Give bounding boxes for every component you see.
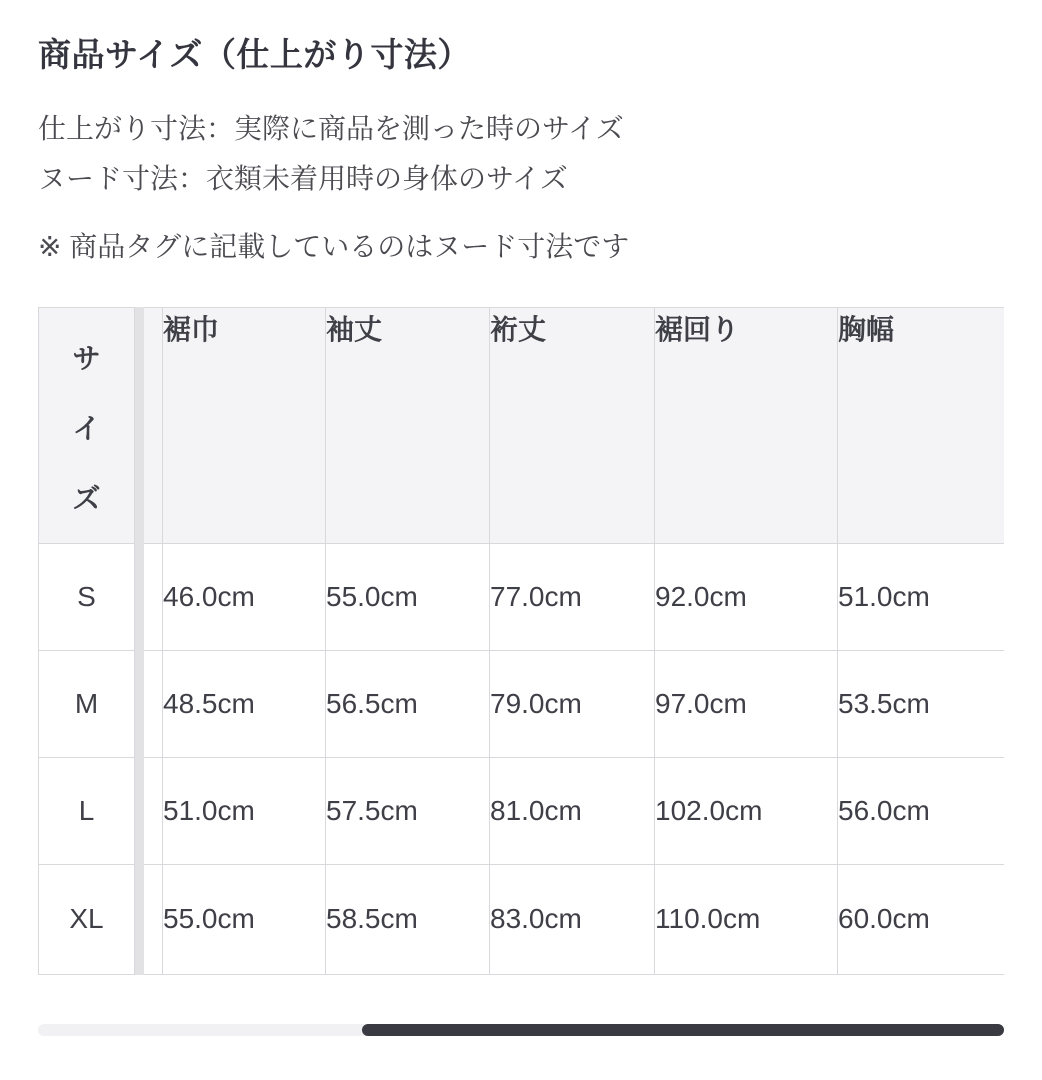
nude-size-definition: ヌード寸法：衣類未着用時の身体のサイズ [38,162,568,194]
horizontal-scrollbar[interactable] [38,1024,1004,1036]
sticky-column-divider [135,307,144,975]
measurement-cell: 55.0cm [163,864,326,974]
measurement-cell: 56.0cm [838,757,1005,864]
size-table-header-row [39,307,1005,543]
table-row [39,864,1005,974]
measurement-cell: 83.0cm [490,864,655,974]
size-definitions [38,104,1004,204]
size-column-header [39,307,135,543]
measurement-cell: 51.0cm [163,757,326,864]
page-title: 商品サイズ（仕上がり寸法） [38,36,471,73]
measurement-column-header: 裄丈 [490,307,655,543]
measurement-cell: 46.0cm [163,543,326,650]
horizontal-scrollbar-thumb[interactable] [362,1024,1004,1036]
measurement-cell: 97.0cm [655,650,838,757]
finished-size-definition: 仕上がり寸法：実際に商品を測った時のサイズ [38,112,624,144]
size-table-head [39,307,1005,543]
measurement-cell: 48.5cm [163,650,326,757]
bottom-spacer [38,1036,1004,1073]
measurement-column-header: 胸幅 [838,307,1005,543]
measurement-cell: 81.0cm [490,757,655,864]
size-cell: M [39,650,135,757]
measurement-column-header: 袖丈 [326,307,490,543]
size-cell: L [39,757,135,864]
size-table-body [39,543,1005,974]
size-column-header-char: ズ [72,482,101,514]
measurement-cell: 57.5cm [326,757,490,864]
measurement-cell: 56.5cm [326,650,490,757]
size-note: ※ 商品タグに記載しているのはヌード寸法です [38,230,630,262]
size-cell: S [39,543,135,650]
table-row [39,757,1005,864]
measurement-cell: 55.0cm [326,543,490,650]
size-column-header-char: サ [72,342,101,374]
measurement-column-header: 裾回り [655,307,838,543]
size-column-header-char: イ [72,412,101,444]
measurement-cell: 60.0cm [838,864,1005,974]
size-cell: XL [39,864,135,974]
size-table-scroll-area[interactable] [38,307,1004,975]
table-row [39,543,1005,650]
table-row [39,650,1005,757]
measurement-cell: 53.5cm [838,650,1005,757]
measurement-cell: 77.0cm [490,543,655,650]
measurement-column-header: 裾巾 [163,307,326,543]
measurement-cell: 51.0cm [838,543,1005,650]
measurement-cell: 110.0cm [655,864,838,974]
measurement-cell: 58.5cm [326,864,490,974]
size-table [38,307,1004,975]
measurement-cell: 92.0cm [655,543,838,650]
measurement-cell: 79.0cm [490,650,655,757]
measurement-cell: 102.0cm [655,757,838,864]
